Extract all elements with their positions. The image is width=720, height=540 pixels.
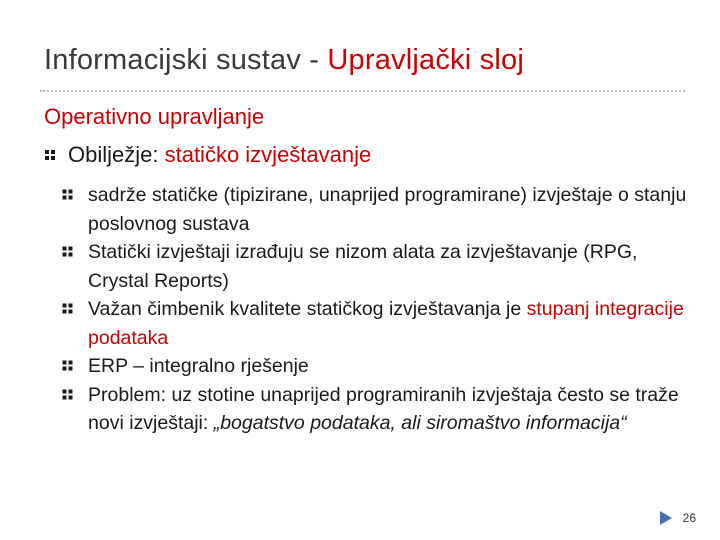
play-triangle-icon[interactable] xyxy=(659,510,673,526)
page-number: 26 xyxy=(682,511,696,525)
square-bullet-icon xyxy=(62,303,73,314)
title-divider xyxy=(40,90,685,92)
square-bullet-icon xyxy=(44,149,56,161)
square-bullet-icon xyxy=(62,360,73,371)
bullet-list xyxy=(62,181,692,438)
list-item xyxy=(62,295,692,352)
list-item-text: Važan čimbenik kvalitete statičkog izvještavanja je xyxy=(88,298,527,320)
slide-title xyxy=(44,44,524,77)
section-heading: Operativno upravljanje xyxy=(44,104,265,129)
list-item-text: ERP – integralno rješenje xyxy=(88,355,309,377)
list-item-italic: „bogatstvo podataka, ali siromaštvo informacija“ xyxy=(213,412,627,434)
square-bullet-icon xyxy=(62,389,73,400)
square-bullet-icon xyxy=(62,189,73,200)
square-bullet-icon xyxy=(62,246,73,257)
list-item xyxy=(62,381,692,438)
slide-footer xyxy=(659,510,696,526)
list-item-accent: stupanj integracije podataka xyxy=(88,298,684,349)
list-item-text: Problem: uz stotine unaprijed programiranih izvještaja često se traže novi izvještaji: xyxy=(88,383,679,434)
list-item-text: sadrže statičke (tipizirane, unaprijed programirane) izvještaje o stanju poslovnog sustava xyxy=(88,184,687,235)
level1-bullet xyxy=(44,142,371,168)
level1-accent: statičko izvještavanje xyxy=(164,142,372,167)
level1-label: Obilježje: xyxy=(68,142,165,167)
list-item xyxy=(62,238,692,295)
title-plain: Informacijski sustav - xyxy=(44,44,328,76)
list-item-text: Statički izvještaji izrađuju se nizom alata za izvještavanje (RPG, Crystal Reports) xyxy=(88,241,638,292)
title-accent: Upravljački sloj xyxy=(327,44,524,76)
list-item xyxy=(62,181,692,238)
list-item xyxy=(62,352,692,381)
